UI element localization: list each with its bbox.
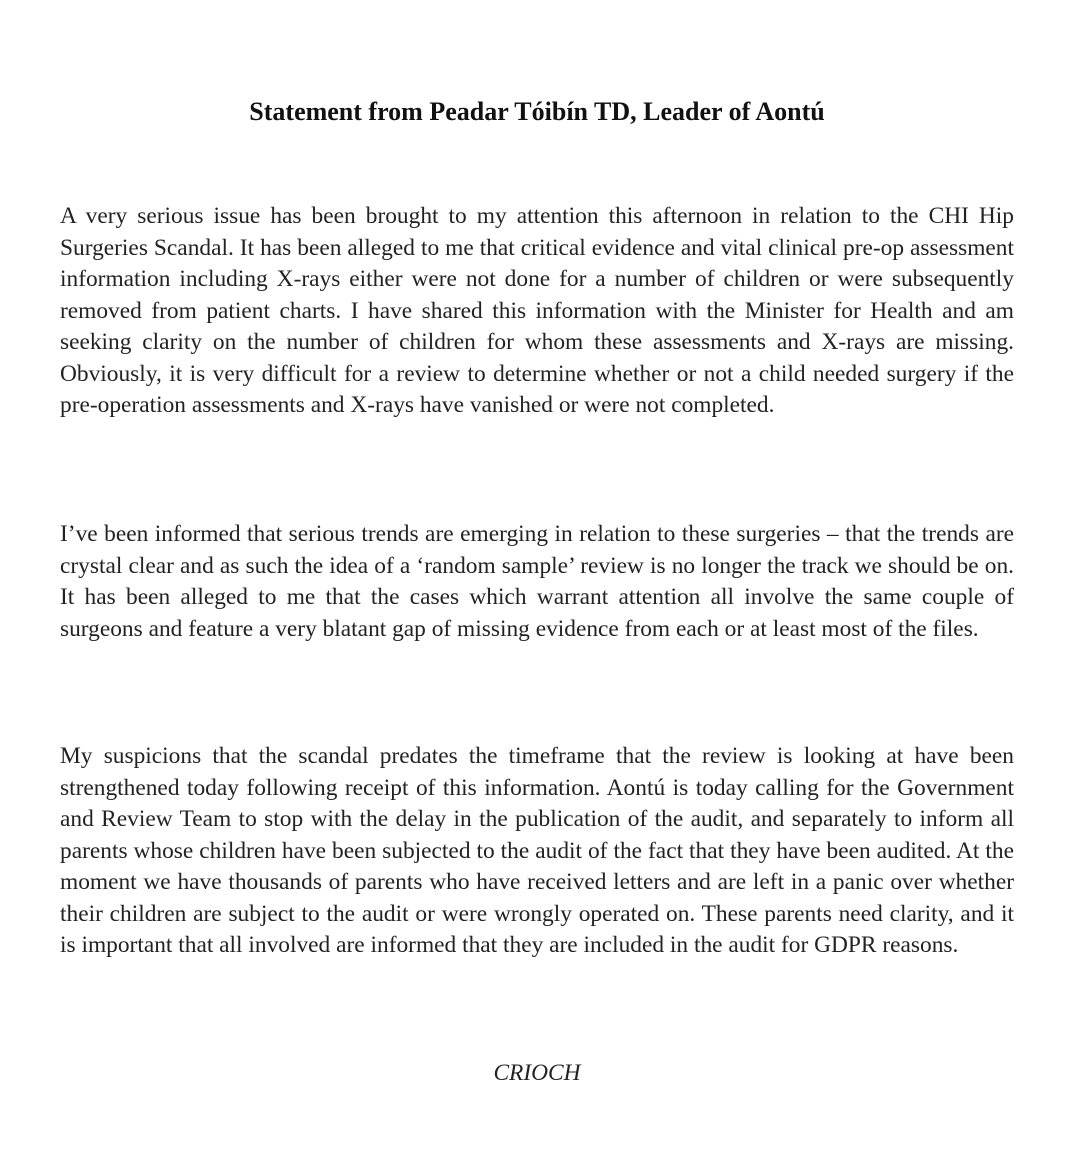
closing-mark: CRIOCH <box>493 1060 581 1086</box>
paragraph-1: A very serious issue has been brought to my attention this afternoon in relation to the CHI Hip Surgeries Scandal. It has been alleged to me that critical evidence and vital clinical pre-op assessment information including X-rays either were not done for a number of children or were subsequently removed from patient charts. I have shared this information with the Minister for Health and am seeking clarity on the number of children for whom these assessments and X-rays are missing. Obviously, it is very difficult for a review to determine whether or not a child needed surgery if the pre-operation assessments and X-rays have vanished or were not completed. <box>60 203 1014 418</box>
statement-title: Statement from Peadar Tóibín TD, Leader of Aontú <box>249 97 825 126</box>
paragraph-2: I’ve been informed that serious trends are emerging in relation to these surgeries – that the trends are crystal clear and as such the idea of a ‘random sample’ review is no longer the track we should be on. It has been alleged to me that the cases which warrant attention all involve the same couple of surgeons and feature a very blatant gap of missing evidence from each or at least most of the files. <box>60 521 1014 642</box>
paragraph-3: My suspicions that the scandal predates the timeframe that the review is looking at have been strengthened today following receipt of this information. Aontú is today calling for the Government and Review Team to stop with the delay in the publication of the audit, and separately to inform all parents whose children have been subjected to the audit of the fact that they have been audited. At the moment we have thousands of parents who have received letters and are left in a panic over whether their children are subject to the audit or were wrongly operated on. These parents need clarity, and it is important that all involved are informed that they are included in the audit for GDPR reasons. <box>60 743 1014 958</box>
